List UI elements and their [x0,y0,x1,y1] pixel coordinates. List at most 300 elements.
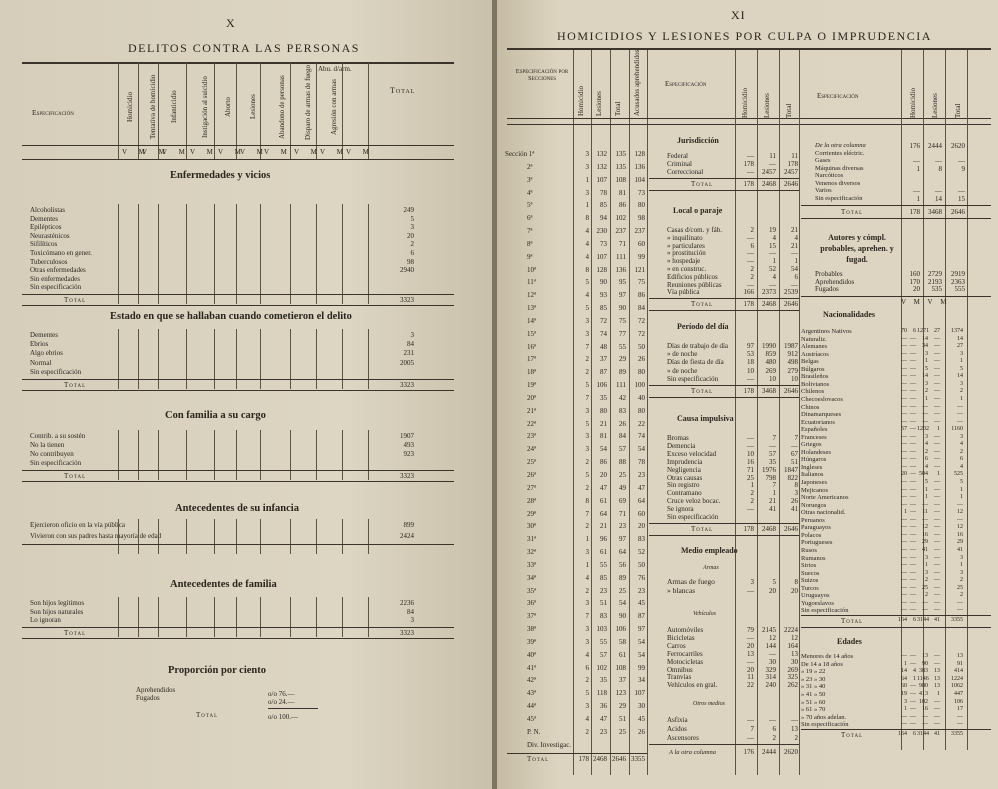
vm-label: V M [240,148,268,156]
section-total-rule [22,638,454,639]
section-total-rule [22,305,454,306]
row-total: 2005 [400,358,414,367]
seccion-label: 24ª [527,445,536,454]
vehiculo-row-value: — [769,649,776,658]
edades-row-value: 19 [901,690,907,697]
column-divider [342,204,343,304]
column-header: Tentativa de homicidio [149,74,157,140]
seccion-value: 90 [600,278,607,287]
nac-row-value: — [910,411,916,418]
seccion-value: 8 [585,214,589,223]
row-total: 98 [407,257,414,266]
seccion-value: 26 [619,419,626,428]
seccion-label: 15ª [527,329,536,338]
seccion-value: 94 [600,214,607,223]
block-row-value: 859 [765,350,776,359]
otros-row-value: 2 [772,734,776,742]
seccion-label: 2ª [527,162,533,171]
block-row-value: 2457 [762,168,776,176]
seccion-value: 60 [638,239,645,248]
block-row-value: — [747,505,754,514]
col2-divider [799,50,800,775]
edades-row-value: 1 [904,660,907,667]
vehiculo-row-value: 144 [765,641,776,650]
nac-row-value: — [901,335,907,342]
block-row-label: Edificios públicos [667,272,718,281]
seccion-value: 106 [615,625,626,634]
nac-row-value: 3 [960,554,963,561]
column-divider [290,597,291,637]
column-divider [118,430,119,480]
vehiculo-row-value: — [747,657,754,666]
seccion-value: 51 [600,599,607,608]
edades-row-value: 4 [913,668,916,675]
vehiculo-row-value: 30 [791,657,798,666]
edades-row-value: — [934,652,940,659]
block-row-value: 41 [769,505,776,514]
armas-row-value: 20 [791,587,798,595]
seccion-label: 3ª [527,175,533,184]
block-total-value: 2646 [784,180,798,188]
nac-row-value: 2 [925,577,928,584]
nac-row-value: 1374 [951,328,963,334]
nac-row-value: — [901,479,907,485]
vm-label: V M [162,148,190,156]
seccion-label: 7ª [527,227,533,236]
nac-row-value: — [910,388,916,395]
nac-row-value: — [901,562,907,569]
nac-row-value: 29 [957,539,963,546]
nac-row-label: Rusos [801,546,817,554]
block-row-value: 2457 [784,168,798,176]
carry-row-label: De la otra columna [815,142,866,149]
block-row-value: 4 [772,272,776,281]
block-row-value: 71 [747,465,754,474]
nac-row-value: 3 [925,380,928,387]
seccion-value: 97 [619,535,626,544]
nac-row-value: 41 [922,546,928,553]
seccion-value: 86 [638,291,645,300]
row-label: Alcoholistas [30,206,65,214]
nac-row-value: — [910,433,916,440]
continued-value: 176 [743,748,754,756]
seccion-label: 4ª [527,188,533,197]
seccion-value: 87 [600,368,607,377]
continued-value: 2444 [762,748,776,756]
seccion-value: 80 [638,201,645,210]
nac-row-value: 5 [925,365,928,372]
header-rule [22,62,454,64]
vehiculo-row-value: 314 [765,673,776,682]
seccion-value: 107 [634,689,645,698]
proporcion-total-value: o/o 100.— [268,713,298,721]
nac-row-value: 1 [904,509,907,516]
block-row-value: — [747,233,754,242]
block-row-label: Criminal [667,160,692,168]
nac-row-label: Húngaros [801,456,827,464]
nac-row-value: — [910,426,916,433]
column-header: Aborto [224,97,232,117]
nac-total-value: 164 [898,616,907,623]
nac-row-value: 5 [960,479,963,485]
nac-row-label: Italianos [801,471,824,479]
vm-label: V M [320,148,348,156]
block-row-value: 21 [791,226,798,234]
nac-row-value: — [901,494,907,501]
row-total: 2424 [400,531,414,540]
block-total-value: 178 [743,524,754,533]
nac-row-label: Belgas [801,358,819,366]
block-row-value: 822 [787,473,798,482]
seccion-value: 50 [638,560,645,569]
nac-row-label: Norte Americanos [801,494,849,502]
block-row-value: 2539 [784,288,798,297]
row-label: Contrib. a su sostén [30,432,86,440]
seccion-label: P. N. [527,727,541,736]
block-row-label: Sin registro [667,481,700,490]
block-row-label: Contramano [667,489,702,498]
nac-row-value: 1 [925,494,928,501]
block-title: Local o paraje [673,206,723,215]
column-divider [138,204,139,304]
page-number-right: XI [731,8,746,22]
seccion-value: 8 [585,265,589,274]
nac-row-value: — [934,546,940,553]
seccion-label: 8ª [527,239,533,248]
nac-row-label: Mejicanos [801,486,829,494]
seccion-value: 80 [638,368,645,377]
vm-label: V M [346,148,374,156]
nac-row-value: 1 [937,426,940,433]
row-label: No contribuyen [30,450,74,458]
block-total-label: Total [691,300,714,309]
seccion-value: 97 [638,625,645,634]
nac-row-value: — [910,569,916,576]
row-total: 84 [407,340,414,349]
section-total-label: Total [64,472,87,480]
block-total-value: 178 [743,300,754,309]
row-label: Dementes [30,331,58,339]
edades-total-value: 164 [898,730,907,737]
nac-row-value: — [901,584,907,591]
otros-row-value: — [747,716,754,724]
seccion-value: 2 [585,355,589,364]
row-label: Son hijos naturales [30,607,84,616]
carry-row-label: Corrientes eléctric. [815,149,865,157]
seccion-value: 97 [619,291,626,300]
column-divider [214,204,215,304]
nac-row-value: — [910,524,916,531]
proporcion-row-value: o/o 76.— [268,690,295,698]
column-divider [138,597,139,637]
section-total-label: Total [64,381,87,389]
nac-row-label: Holandeses [801,448,831,456]
nac-row-label: Ingleses [801,463,823,471]
seccion-value: 93 [600,291,607,300]
nac-row-value: 25 [922,584,928,591]
seccion-value: 47 [600,714,607,723]
block-row-value: 3 [794,489,798,498]
seccion-value: 55 [600,560,607,569]
seccion-label: 6ª [527,214,533,223]
nac-row-value: — [910,494,916,501]
nac-row-value: 12 [957,509,963,516]
row-total: 6 [410,249,414,257]
vehiculo-row-label: Vehículos en gral. [667,681,718,690]
seccion-label: 5ª [527,201,533,210]
seccion-value: 108 [615,663,626,672]
block-total-rule [649,523,799,524]
autores-row-value: 2729 [928,270,942,278]
block-row-value: 1990 [762,342,776,350]
nac-row-label: Naturaliz. [801,335,827,343]
seccion-value: 3 [585,548,589,557]
edades-row-value: 17 [957,706,963,713]
block-row-value: — [769,441,776,450]
seccion-label: 42ª [527,676,536,685]
nac-row-value: — [934,554,940,561]
nac-vm: V M V M [901,298,950,306]
nac-row-label: Suizos [801,577,819,585]
block-row-label: » particulares [667,241,705,250]
header-bottom-rule [22,145,454,146]
column-divider [342,519,343,554]
block-row-value: — [747,374,754,383]
nac-row-label: Paraguayos [801,524,831,532]
group-header: Abu. d/arm. [318,65,352,73]
nac-row-value: 2 [925,388,928,395]
nac-row-label: Brasileños [801,373,829,381]
nac-row-value: 3 [960,569,963,576]
vehiculo-row-value: 2145 [762,626,776,634]
block-total-rule [649,385,799,386]
block-row-label: Vía pública [667,288,700,297]
otros-row-value: 2 [794,734,798,742]
block-title: Jurisdicción [677,136,719,145]
seccion-value: 83 [638,535,645,544]
proporcion-row-value: o/o 24.— [268,698,295,706]
block-total-rule-bottom [649,397,799,398]
nac-row-label: Japoneses [801,479,827,486]
seccion-value: 1 [585,535,589,544]
nac-row-value: — [934,343,940,350]
seccion-value: 76 [638,573,645,582]
seccion-value: 3 [585,432,589,441]
nac-row-value: — [901,607,907,614]
edades-total-value: 41 [934,730,940,737]
nac-row-value: 3 [925,433,928,440]
section-rule [22,294,454,295]
edades-total-label: Total [841,730,864,739]
seccion-label: 16ª [527,342,536,351]
vehiculo-row-value: 164 [787,641,798,650]
nac-row-value: — [910,546,916,553]
block-row-value: 480 [765,358,776,367]
nac-row-value: — [957,411,963,418]
seccion-value: 74 [600,329,607,338]
nac-row-value: 1 [960,562,963,569]
nac-row-value: — [901,418,907,425]
seccion-value: 108 [615,175,626,184]
nac-total-value: 3355 [951,616,963,623]
seccion-value: 81 [619,188,626,197]
seccion-value: 237 [615,227,626,236]
vehiculo-row-label: Ferrocarriles [667,649,703,658]
otros-row-label: Ascensores [667,734,699,742]
edades-row-value: — [901,713,907,720]
seccion-value: 29 [619,702,626,711]
nac-row-value: — [910,509,916,516]
seccion-value: 85 [600,201,607,210]
seccion-value: 3 [585,150,589,158]
col3-header-spec: Especificación [817,92,859,100]
seccion-value: 47 [600,483,607,492]
block-row-value: — [769,280,776,289]
edades-row-label: » 41 » 50 [801,690,826,698]
block-row-value: — [747,168,754,176]
nac-row-value: — [934,395,940,402]
nac-row-value: — [934,599,940,606]
nac-row-label: Checoeslovacos [801,395,843,403]
autores-rule [801,296,991,297]
column-divider [290,430,291,480]
seccion-label: 36ª [527,599,536,608]
vm-label: V M [122,148,150,156]
nac-row-value: — [934,509,940,516]
nac-row-label: Ecuatorianos [801,418,835,426]
row-total: 5 [410,214,414,223]
seccion-label: 12ª [527,291,536,300]
seccion-label: 27ª [527,483,536,492]
block-total-rule-bottom [649,535,799,536]
autores-row-value: 2363 [951,277,965,286]
edades-row-value: 414 [954,668,963,675]
seccion-value: 90 [619,612,626,621]
column-divider [236,597,237,637]
seccion-value: 3 [585,625,589,634]
carry-row-value: 15 [958,194,965,203]
seccion-value: 5 [585,471,589,479]
seccion-value: 36 [600,702,607,711]
nac-row-value: — [934,456,940,463]
seccion-value: 3 [585,406,589,415]
edades-row-value: — [934,721,940,728]
nac-row-value: — [934,494,940,501]
col1-header: Total [614,101,622,116]
nac-row-value: — [910,358,916,365]
edades-row-value: 1 [904,706,907,713]
nac-row-value: — [901,463,907,470]
edades-row-value: — [910,683,916,690]
nac-row-label: Sin especificación [801,607,849,615]
seccion-value: 230 [596,227,607,236]
continued-value: 2620 [784,748,798,756]
column-divider [138,430,139,480]
nac-row-label: Yugoeslavos [801,599,834,607]
edades-row-value: — [957,713,963,720]
armas-row-value: — [747,587,754,595]
seccion-value: 111 [616,381,626,390]
column-divider [214,519,215,554]
nac-row-value: 12 [957,524,963,531]
column-divider [368,430,369,480]
carry-total-label: Total [841,208,864,216]
seccion-value: 74 [638,432,645,441]
seccion-value: 86 [619,201,626,210]
nac-row-value: — [901,433,907,440]
nac-row-value: 1 [925,358,928,365]
edades-row-value: 14 [901,668,907,675]
row-label: Sin especificación [30,367,82,376]
edades-row-value: 1224 [951,675,963,682]
seccion-value: 49 [619,483,626,492]
seccion-value: 106 [596,381,607,390]
nac-row-value: — [934,403,940,410]
seccion-value: 21 [600,419,607,428]
edades-row-value: 102 [919,698,928,705]
seccion-value: 25 [619,586,626,595]
nac-row-value: — [934,486,940,493]
column-divider [158,204,159,304]
nac-row-label: Búlgaros [801,365,825,373]
edades-row-value: — [910,690,916,697]
seccion-value: 3 [585,162,589,171]
seccion-value: 58 [619,637,626,646]
page-number: X [226,16,236,30]
row-label: Tuberculosos [30,257,68,266]
seccion-value: 4 [585,714,589,723]
edades-row-value: 64 [901,675,907,682]
seccion-value: 5 [585,304,589,313]
seccion-value: 1 [585,175,589,184]
block-row-value: 1 [772,257,776,266]
autores-row-label: Fugados [815,285,839,293]
carry-row-value: 1 [916,164,920,173]
column-divider [290,519,291,554]
right-header-rule [507,48,991,50]
row-label: No la tienen [30,441,65,449]
block-row-value: 35 [769,457,776,466]
nac-row-value: 6 [925,456,928,463]
nac-row-value: 11 [922,509,928,516]
seccion-value: 2 [585,458,589,467]
nac-row-value: 1 [925,395,928,402]
nac-total-value: 6 [913,616,916,623]
seccion-value: 64 [600,509,607,518]
nac-row-value: — [934,433,940,440]
seccion-value: 3 [585,188,589,197]
nac-row-value: — [901,539,907,546]
nac-row-value: 34 [922,343,928,350]
block-row-value: 11 [769,152,776,160]
nac-row-value: 1 [925,486,928,493]
nac-row-value: — [901,546,907,553]
row-label: Sin enfermedades [30,274,80,283]
nac-title: Nacionalidades [823,310,876,319]
seccion-value: 83 [600,612,607,621]
otros-row-value: — [769,716,776,724]
secciones-header: Especificación por Secciones [515,68,569,82]
seccion-value: 2 [585,727,589,736]
autores-row-value: 535 [931,285,942,293]
seccion-value: 3 [585,445,589,454]
nac-row-label: Sirios [801,562,817,570]
vm-label: V M [190,148,218,156]
edades-row-value: — [934,660,940,667]
nac-row-value: — [910,539,916,546]
carry-total-value: 178 [909,208,920,216]
seccion-value: 84 [619,432,626,441]
